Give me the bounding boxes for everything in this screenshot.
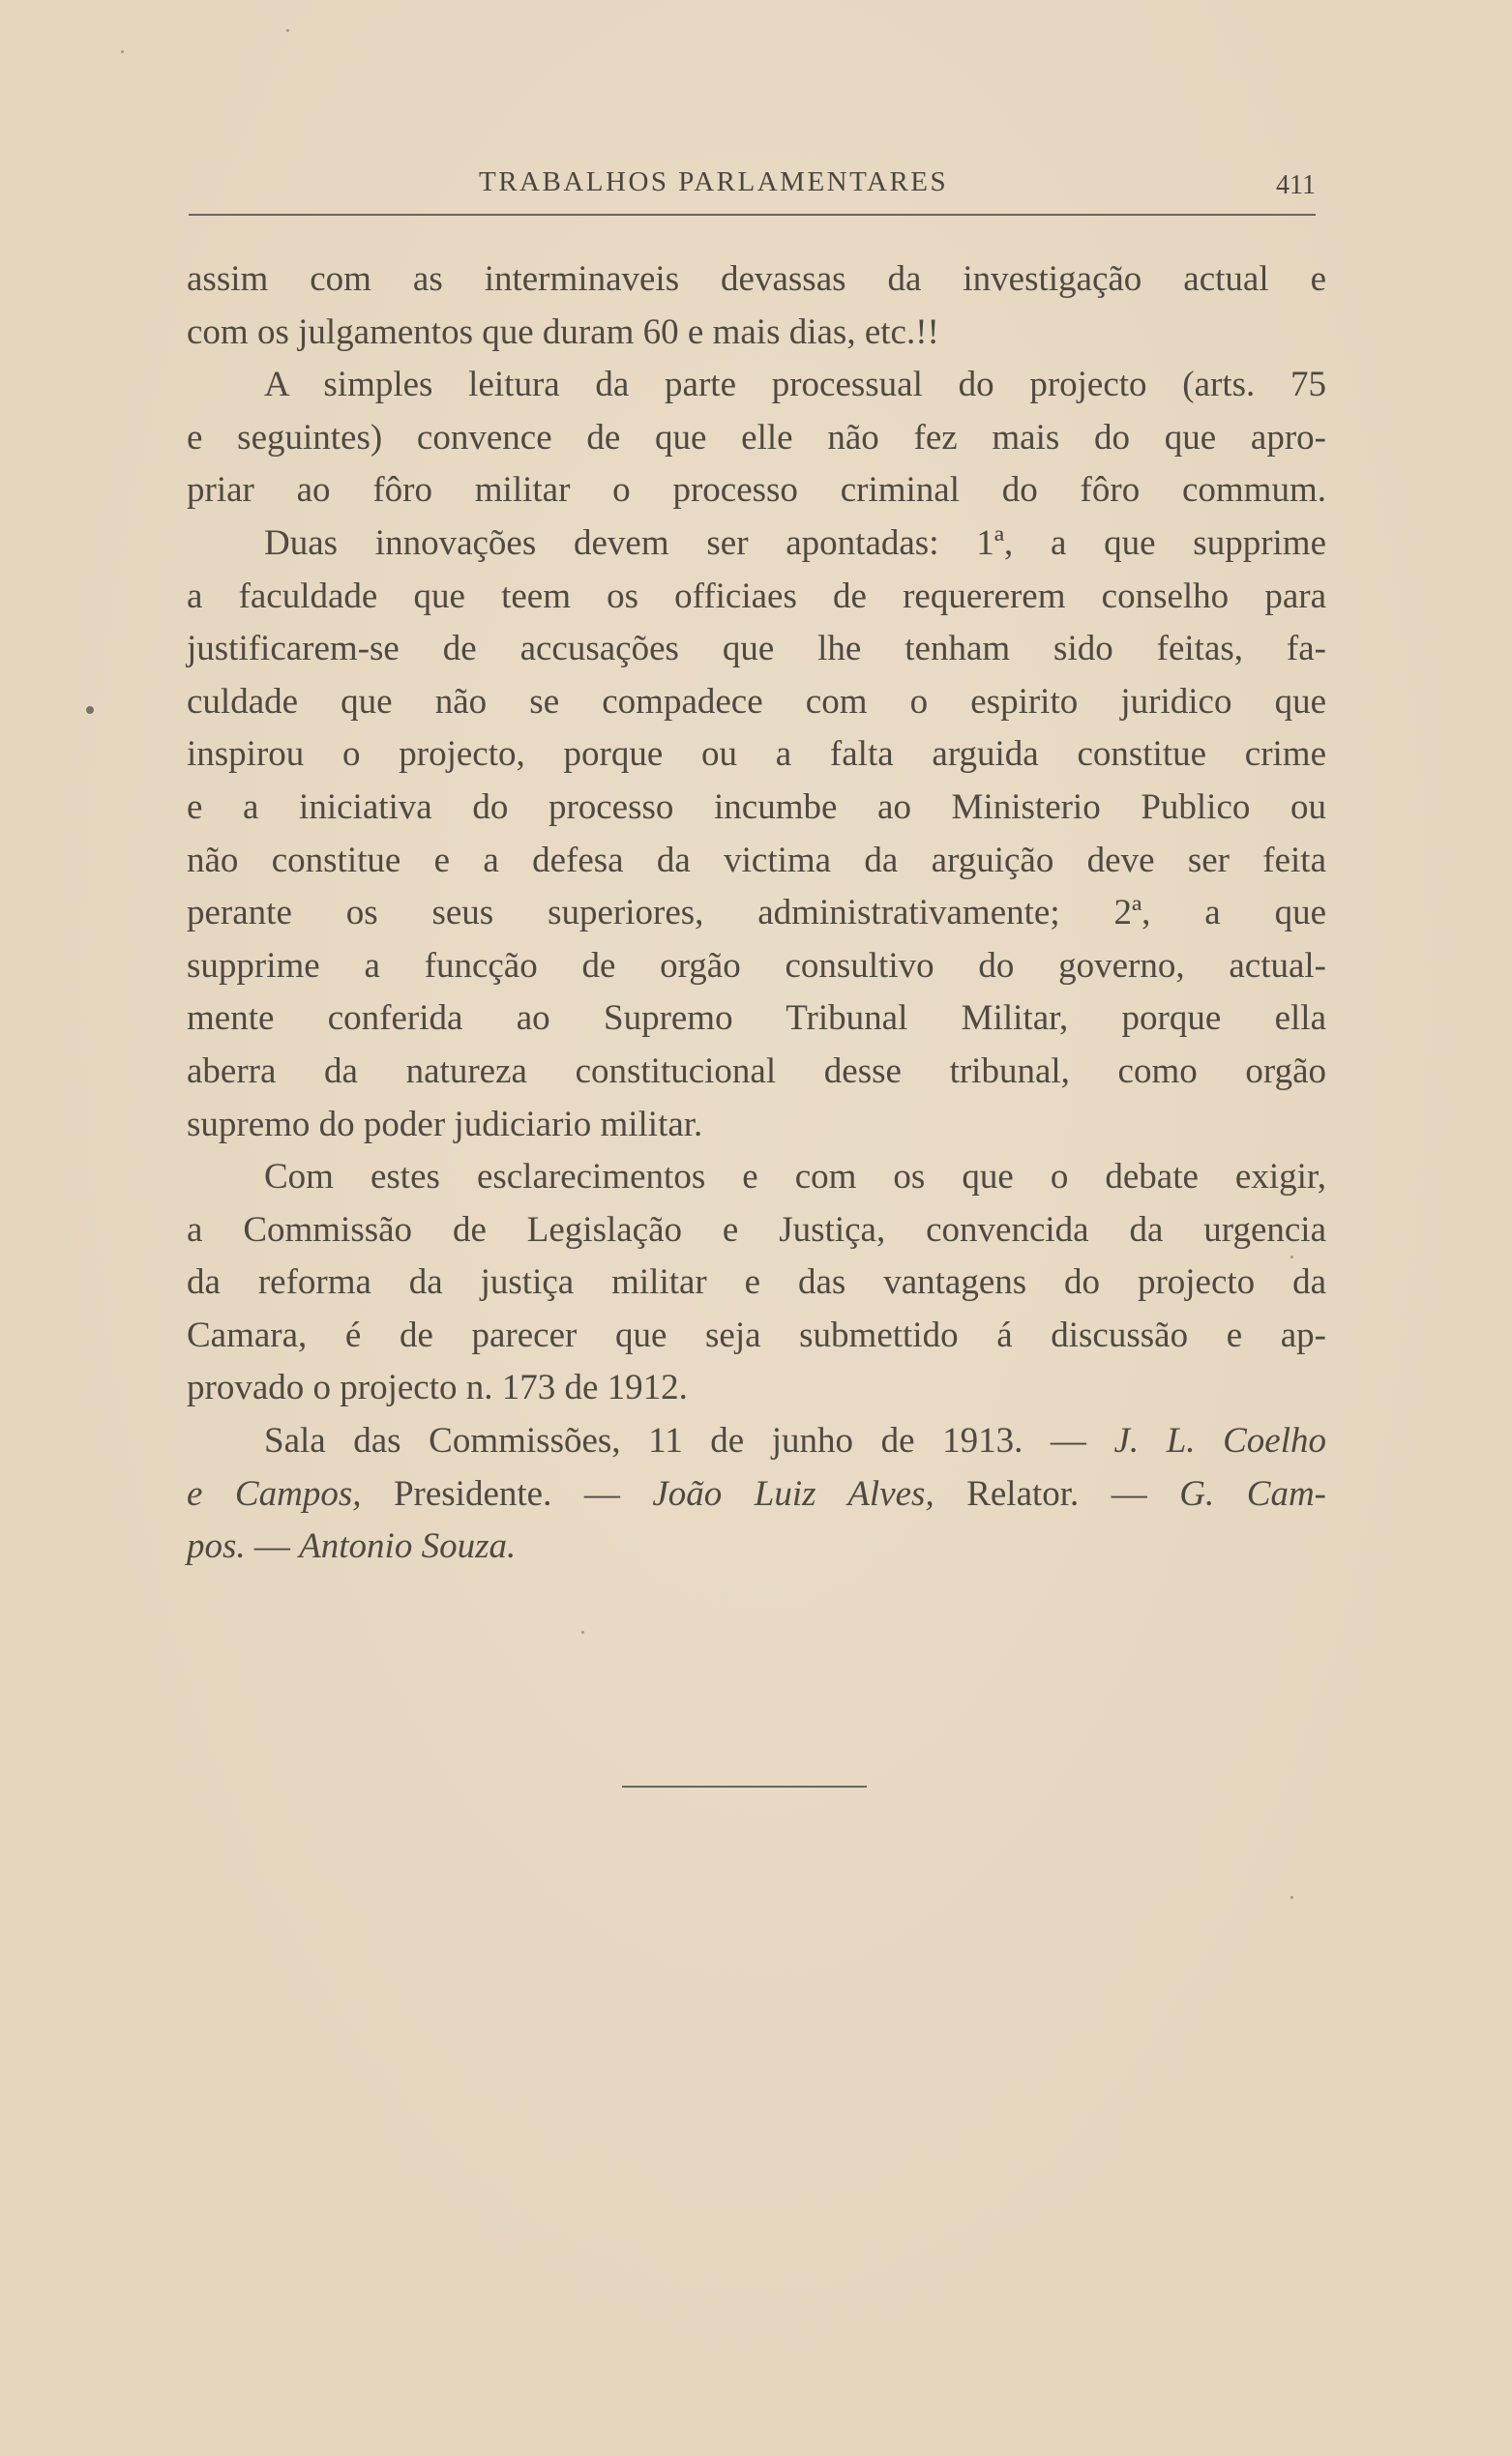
text-line: supprime a funcção de orgão consultivo do governo, actual- [187, 945, 1326, 986]
signer-role: Presidente. — [361, 1473, 653, 1514]
paper-speck [286, 29, 289, 32]
body-text [187, 253, 1326, 1574]
text-line: da reforma da justiça militar e das vantagens do projecto da [187, 1262, 1326, 1303]
signer-name: J. L. Coelho [1113, 1421, 1326, 1462]
signer-name: Antonio Souza. [299, 1526, 517, 1567]
text-line: a Commissão de Legislação e Justiça, convencida da urgencia [187, 1209, 1326, 1250]
end-rule [622, 1786, 867, 1788]
paper-speck [1290, 1896, 1293, 1899]
signer-name: pos. [187, 1526, 246, 1567]
sala-text: Sala das Commissões, 11 de junho de 1913. — [264, 1421, 1114, 1462]
text-line: Duas innovações devem ser apontadas: 1ª, a que supprime [264, 522, 1326, 563]
signature-line-2 [187, 1468, 1326, 1522]
margin-mark [86, 706, 94, 714]
signer-role: Relator. — [934, 1473, 1180, 1514]
paper-speck [121, 50, 124, 53]
signer-name: G. Cam- [1179, 1473, 1326, 1514]
text-line: A simples leitura da parte processual do projecto (arts. 75 [264, 365, 1326, 405]
signer-name: e Campos, [187, 1473, 362, 1514]
text-line: supremo do poder judiciario militar. [187, 1104, 703, 1144]
running-head [189, 166, 1316, 209]
page-number: 411 [1276, 170, 1316, 200]
text-line: não constitue e a defesa da victima da arguição deve ser feita [187, 840, 1326, 880]
text-line: priar ao fôro militar o processo criminal do fôro commum. [187, 470, 1326, 511]
text-line: provado o projecto n. 173 de 1912. [187, 1368, 688, 1408]
text-line: culdade que não se compadece com o espirito juridico que [187, 681, 1326, 722]
text-line: mente conferida ao Supremo Tribunal Militar, porque ella [187, 998, 1326, 1039]
text-line: justificarem-se de accusações que lhe tenham sido feitas, fa- [187, 629, 1326, 669]
text-line: Com estes esclarecimentos e com os que o debate exigir, [264, 1157, 1326, 1198]
paper-speck [1290, 1256, 1293, 1258]
running-title: TRABALHOS PARLAMENTARES [479, 166, 949, 197]
text-line: aberra da natureza constitucional desse tribunal, como orgão [187, 1050, 1326, 1091]
text-line: perante os seus superiores, administrativamente; 2ª, a que [187, 893, 1326, 933]
signer-name: João Luiz Alves, [652, 1473, 934, 1514]
paper-speck [581, 1631, 584, 1634]
text-line: e a iniciativa do processo incumbe ao Ministerio Publico ou [187, 786, 1326, 827]
text-line: a faculdade que teem os officiaes de requererem conselho para [187, 576, 1326, 616]
separator: — [245, 1526, 300, 1567]
text-line: assim com as interminaveis devassas da investigação actual e [187, 259, 1326, 299]
text-line: inspirou o projecto, porque ou a falta arguida constitue crime [187, 734, 1326, 775]
text-line: e seguintes) convence de que elle não fez mais do que apro- [187, 417, 1326, 458]
text-line: Camara, é de parecer que seja submettido á discussão e ap- [187, 1315, 1326, 1355]
header-rule [189, 214, 1316, 216]
signature-line-1 [187, 1415, 1326, 1468]
text-line: com os julgamentos que duram 60 e mais dias, etc.!! [187, 311, 939, 352]
signature-line-3 [187, 1521, 1326, 1574]
